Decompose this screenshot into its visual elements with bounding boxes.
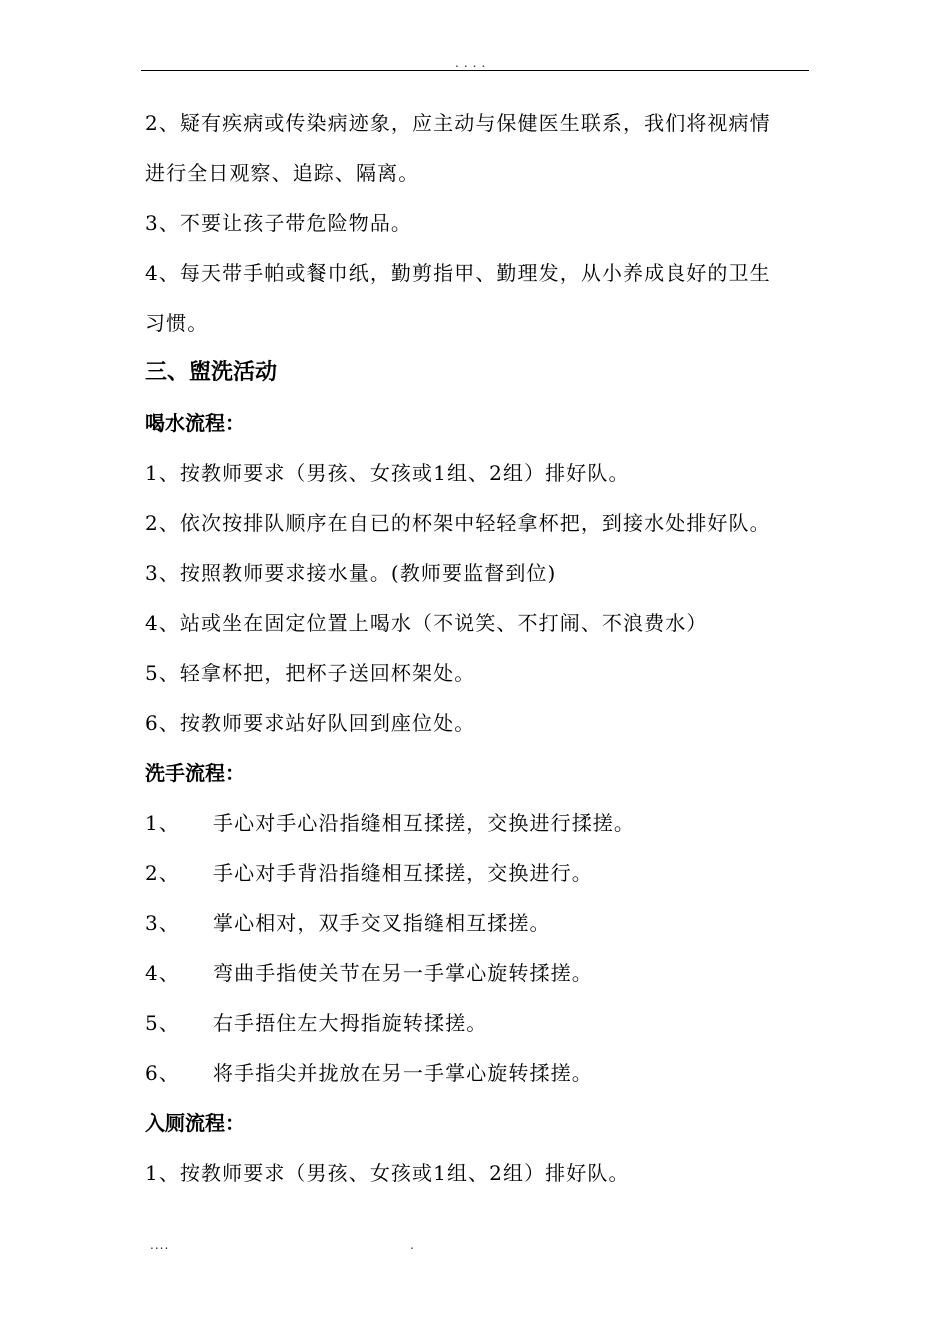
handwashing-step xyxy=(145,948,815,998)
paragraph-line: 4、每天带手帕或餐巾纸，勤剪指甲、勤理发，从小养成良好的卫生 xyxy=(145,261,771,285)
section-title: 三、盥洗活动 xyxy=(145,360,278,385)
step-number: 6、 xyxy=(145,1061,180,1085)
drinking-step: 4、站或坐在固定位置上喝水（不说笑、不打闹、不浪费水） xyxy=(145,611,708,635)
step-text: 弯曲手指使关节在另一手掌心旋转揉搓。 xyxy=(213,961,593,985)
drinking-step: 1、按教师要求（男孩、女孩或1组、2组）排好队。 xyxy=(145,461,630,485)
handwashing-step xyxy=(145,1048,815,1098)
step-number: 5、 xyxy=(145,1011,180,1035)
paragraph-line: 2、疑有疾病或传染病迹象，应主动与保健医生联系，我们将视病情 xyxy=(145,111,771,135)
header-dots: .... xyxy=(455,56,491,70)
paragraph-line: 3、不要让孩子带危险物品。 xyxy=(145,211,413,235)
drinking-title: 喝水流程： xyxy=(145,411,245,435)
toilet-step: 1、按教师要求（男孩、女孩或1组、2组）排好队。 xyxy=(145,1161,630,1185)
drinking-step: 5、轻拿杯把，把杯子送回杯架处。 xyxy=(145,661,476,685)
step-number: 4、 xyxy=(145,961,180,985)
paragraph-line: 进行全日观察、追踪、隔离。 xyxy=(145,161,420,185)
toilet-title: 入厕流程： xyxy=(145,1111,245,1135)
drinking-step: 2、依次按排队顺序在自已的杯架中轻轻拿杯把，到接水处排好队。 xyxy=(145,511,771,535)
drinking-step: 3、按照教师要求接水量。(教师要监督到位) xyxy=(145,561,557,585)
step-number: 1、 xyxy=(145,811,180,835)
step-number: 3、 xyxy=(145,911,180,935)
drinking-step: 6、按教师要求站好队回到座位处。 xyxy=(145,711,476,735)
header-rule xyxy=(141,70,809,71)
handwashing-title: 洗手流程： xyxy=(145,761,245,785)
step-number: 2、 xyxy=(145,861,180,885)
step-text: 手心对手背沿指缝相互揉搓，交换进行。 xyxy=(213,861,593,885)
step-text: 手心对手心沿指缝相互揉搓，交换进行揉搓。 xyxy=(213,811,635,835)
footer-left-dots: .... xyxy=(150,1238,170,1252)
handwashing-step xyxy=(145,798,815,848)
paragraph-line: 习惯。 xyxy=(145,311,209,335)
handwashing-step xyxy=(145,898,815,948)
footer-right-dot: . xyxy=(410,1238,414,1252)
handwashing-step xyxy=(145,848,815,898)
step-text: 掌心相对，双手交叉指缝相互揉搓。 xyxy=(213,911,551,935)
handwashing-step xyxy=(145,998,815,1048)
step-text: 将手指尖并拢放在另一手掌心旋转揉搓。 xyxy=(213,1061,593,1085)
document-body xyxy=(145,98,815,1198)
step-text: 右手捂住左大拇指旋转揉搓。 xyxy=(213,1011,488,1035)
